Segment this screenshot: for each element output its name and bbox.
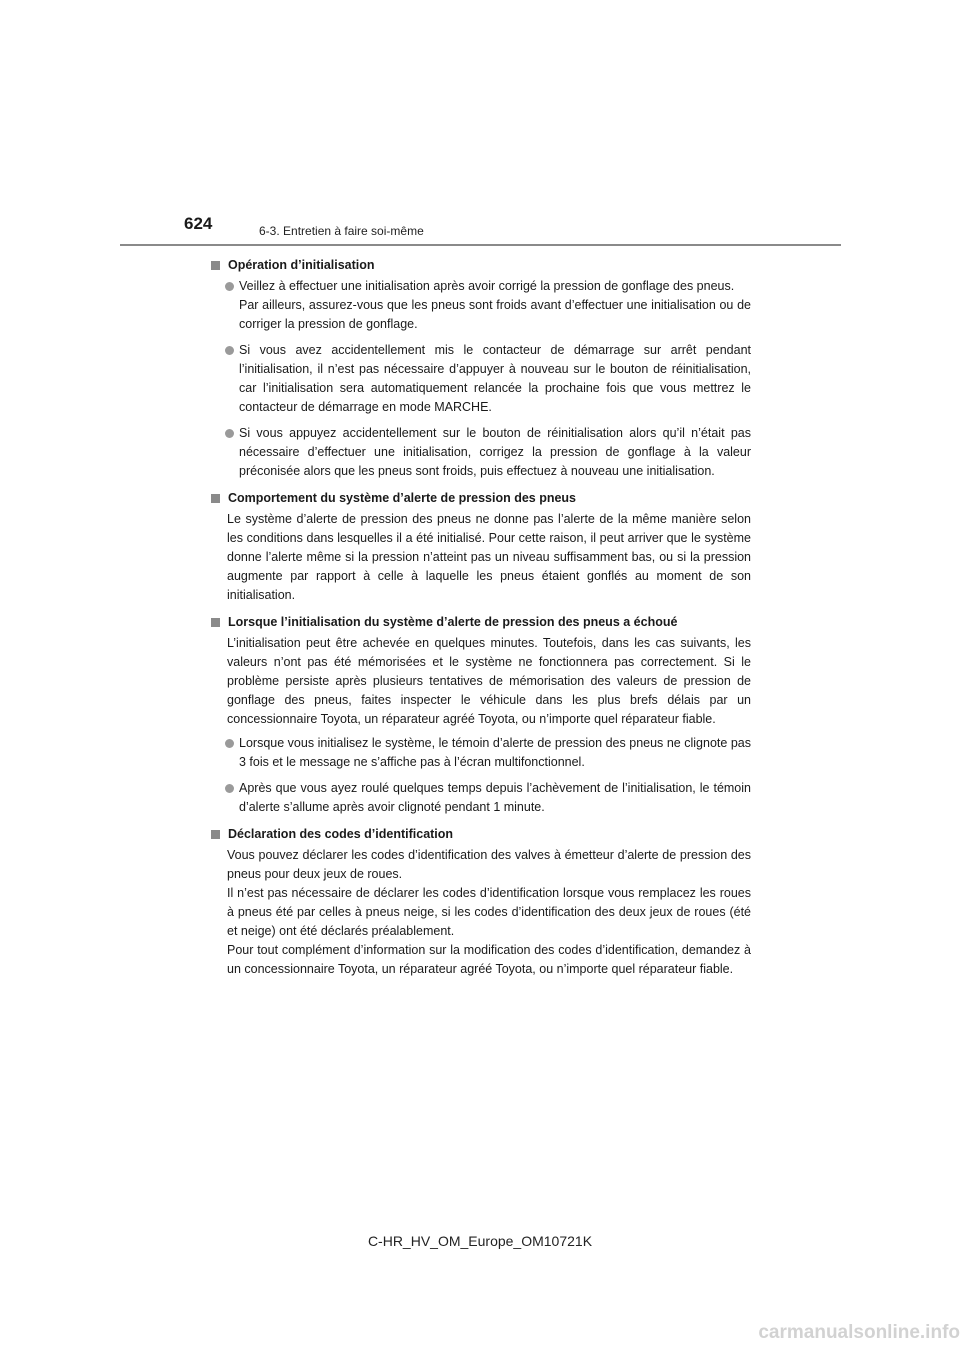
section-paragraph: Vous pouvez déclarer les codes d’identification des valves à émetteur d’alerte de pression des pneus pour deux jeux de roues. Il n’est pas nécessaire de déclarer les codes d’identification lorsque vous remplacez les roues à pneus été par celles à pneus neige, si les codes d’identification des deux jeux de roues (été et neige) ont été déclarés préalablement. Pour tout complément d’information sur la modification des codes d’identification, demandez à un concessionnaire Toyota, un réparateur agréé Toyota, ou n’importe quel réparateur fiable. — [227, 848, 751, 976]
section-heading: Déclaration des codes d’identification — [211, 825, 751, 844]
section-heading: Opération d’initialisation — [211, 256, 751, 275]
circle-bullet-icon — [225, 282, 234, 291]
section-initialisation — [211, 256, 751, 481]
bullet-item: Si vous avez accidentellement mis le contacteur de démarrage sur arrêt pendant l’initialisation, il n’est pas nécessaire d’appuyer à nouveau sur le bouton de réinitialisation, car l’initialisation sera automatiquement relancée la prochaine fois que vous mettrez le contacteur de démarrage en mode MARCHE. — [211, 341, 751, 417]
section-comportement — [211, 489, 751, 605]
section-heading: Lorsque l’initialisation du système d’alerte de pression des pneus a échoué — [211, 613, 751, 632]
page-number: 624 — [184, 214, 213, 233]
section-title: 6-3. Entretien à faire soi-même — [259, 224, 424, 238]
circle-bullet-icon — [225, 784, 234, 793]
square-bullet-icon — [211, 830, 220, 839]
page-header — [0, 0, 960, 250]
square-bullet-icon — [211, 618, 220, 627]
section-paragraph: L’initialisation peut être achevée en quelques minutes. Toutefois, dans les cas suivants, les valeurs n’ont pas été mémorisées et le système ne fonctionnera pas correctement. Si le problème persiste après plusieurs tentatives de mémorisation des valeurs de pression de gonflage des pneus, faites inspecter le véhicule dans les plus brefs délais par un concessionnaire Toyota, un réparateur agréé Toyota, ou n’importe quel réparateur fiable. — [227, 636, 751, 726]
header-divider — [120, 244, 841, 246]
section-heading: Comportement du système d’alerte de pression des pneus — [211, 489, 751, 508]
section-paragraph: Le système d’alerte de pression des pneus ne donne pas l’alerte de la même manière selon les conditions dans lesquelles il a été initialisé. Pour cette raison, il peut arriver que le système donne l’alerte même si la pression n’atteint pas un niveau suffisamment bas, ou si la pression augmente par rapport à celle à laquelle les pneus étaient gonflés au moment de son initialisation. — [227, 512, 751, 602]
circle-bullet-icon — [225, 739, 234, 748]
section-echec-initialisation — [211, 613, 751, 817]
watermark: carmanualsonline.info — [758, 1322, 960, 1343]
circle-bullet-icon — [225, 429, 234, 438]
circle-bullet-icon — [225, 346, 234, 355]
bullet-item: Lorsque vous initialisez le système, le témoin d’alerte de pression des pneus ne clignote pas 3 fois et le message ne s’affiche pas à l’écran multifonctionnel. — [211, 734, 751, 772]
section-codes-identification — [211, 825, 751, 979]
document-id: C-HR_HV_OM_Europe_OM10721K — [367, 1233, 593, 1249]
bullet-item: Si vous appuyez accidentellement sur le bouton de réinitialisation alors qu’il n’était pas nécessaire d’effectuer une initialisation, corrigez la pression de gonflage à la valeur préconisée alors que les pneus sont froids, puis effectuez à nouveau une initialisation. — [211, 424, 751, 481]
bullet-item: Après que vous ayez roulé quelques temps depuis l’achèvement de l’initialisation, le témoin d’alerte s’allume après avoir clignoté pendant 1 minute. — [211, 779, 751, 817]
manual-content — [211, 256, 751, 987]
square-bullet-icon — [211, 261, 220, 270]
bullet-item: Veillez à effectuer une initialisation après avoir corrigé la pression de gonflage des pneus. Par ailleurs, assurez-vous que les pneus sont froids avant d’effectuer une initialisation ou de corriger la pression de gonflage. — [211, 277, 751, 334]
square-bullet-icon — [211, 494, 220, 503]
